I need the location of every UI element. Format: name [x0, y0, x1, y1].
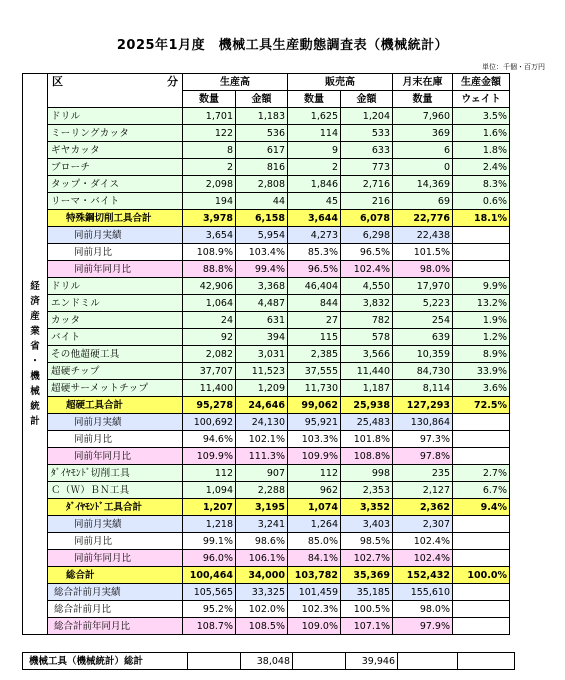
- table-row: [23, 261, 510, 278]
- cell-production-qty: 1,207: [183, 499, 236, 516]
- table-row: [23, 499, 510, 516]
- cell-weight: 100.0%: [453, 567, 510, 584]
- side-label-char: 計: [30, 416, 40, 427]
- cell-sales-amount: 35,369: [341, 567, 393, 584]
- cell-inventory-qty: 17,970: [393, 278, 453, 295]
- table-row: [23, 346, 510, 363]
- cell-production-qty: 11,400: [183, 380, 236, 397]
- cell-sales-qty: 115: [288, 329, 341, 346]
- cell-production-amount: 536: [236, 125, 288, 142]
- side-label-char: 省: [30, 341, 40, 352]
- cell-production-amount: 1,183: [236, 108, 288, 125]
- cell-sales-amount: 2,716: [341, 176, 393, 193]
- cell-sales-amount: 782: [341, 312, 393, 329]
- cell-inventory-qty: 639: [393, 329, 453, 346]
- side-label-char: ・: [30, 356, 40, 367]
- weight-group-header: 生産金額: [453, 74, 510, 91]
- cell-production-amount: 24,130: [236, 414, 288, 431]
- category-header: [48, 74, 183, 108]
- page-title: 2025年1月度 機械工具生産動態調査表（機械統計）: [116, 38, 449, 53]
- cell-inventory-qty: 10,359: [393, 346, 453, 363]
- row-label: 総合計: [48, 567, 183, 584]
- side-label-char: 機: [30, 371, 40, 382]
- row-label: ドリル: [48, 278, 183, 295]
- row-label: 同前月比: [48, 244, 183, 261]
- cell-inventory-qty: 6: [393, 142, 453, 159]
- cell-production-qty: 1,064: [183, 295, 236, 312]
- unit-note: 単位：千個・百万円: [482, 63, 545, 71]
- cell-inventory-qty: 22,776: [393, 210, 453, 227]
- cell-production-qty: 3,978: [183, 210, 236, 227]
- cell-weight: [453, 261, 510, 278]
- cell-weight: 1.8%: [453, 142, 510, 159]
- cell-sales-qty: 114: [288, 125, 341, 142]
- side-label-char: 統: [30, 401, 40, 412]
- cell-sales-qty: 1,625: [288, 108, 341, 125]
- cell-sales-qty: 109.9%: [288, 448, 341, 465]
- cell-sales-amount: 25,483: [341, 414, 393, 431]
- cell-sales-qty: 45: [288, 193, 341, 210]
- table-row: [23, 414, 510, 431]
- cell-sales-amount: 3,403: [341, 516, 393, 533]
- cell-sales-qty: 46,404: [288, 278, 341, 295]
- cell-weight: 8.3%: [453, 176, 510, 193]
- cell-sales-amount: 998: [341, 465, 393, 482]
- cell-production-qty: 37,707: [183, 363, 236, 380]
- cell-sales-qty: 102.3%: [288, 601, 341, 618]
- row-label: エンドミル: [48, 295, 183, 312]
- row-label: その他超硬工具: [48, 346, 183, 363]
- row-label: タップ・ダイス: [48, 176, 183, 193]
- cell-weight: [453, 448, 510, 465]
- cell-sales-amount: 6,078: [341, 210, 393, 227]
- cell-weight: 1.9%: [453, 312, 510, 329]
- cell-inventory-qty: 102.4%: [393, 533, 453, 550]
- cell-weight: 72.5%: [453, 397, 510, 414]
- cell-weight: 2.4%: [453, 159, 510, 176]
- row-label: カッタ: [48, 312, 183, 329]
- cell-inventory-qty: 97.3%: [393, 431, 453, 448]
- cell-production-amount: 4,487: [236, 295, 288, 312]
- cell-sales-amount: 533: [341, 125, 393, 142]
- cell-production-amount: 3,031: [236, 346, 288, 363]
- row-label: 同前月実績: [48, 227, 183, 244]
- cell-inventory-qty: 2,307: [393, 516, 453, 533]
- cell-production-amount: 2,288: [236, 482, 288, 499]
- row-label: ミーリングカッタ: [48, 125, 183, 142]
- cell-weight: 13.2%: [453, 295, 510, 312]
- cell-weight: [453, 550, 510, 567]
- table-row: [23, 601, 510, 618]
- table-row: [23, 295, 510, 312]
- cell-production-amount: 2,808: [236, 176, 288, 193]
- cell-inventory-qty: 97.9%: [393, 618, 453, 635]
- table-row: [23, 244, 510, 261]
- cell-production-qty: 108.9%: [183, 244, 236, 261]
- cell-production-amount: 106.1%: [236, 550, 288, 567]
- cell-production-amount: 98.6%: [236, 533, 288, 550]
- cell-sales-amount: 35,185: [341, 584, 393, 601]
- sales-amount-header: 金額: [341, 91, 393, 108]
- cell-sales-amount: 98.5%: [341, 533, 393, 550]
- cell-sales-amount: 108.8%: [341, 448, 393, 465]
- table-row: [23, 567, 510, 584]
- cell-weight: 9.4%: [453, 499, 510, 516]
- cell-inventory-qty: 5,223: [393, 295, 453, 312]
- cell-production-qty: 94.6%: [183, 431, 236, 448]
- cell-inventory-qty: 130,864: [393, 414, 453, 431]
- cell-sales-qty: 109.0%: [288, 618, 341, 635]
- cell-weight: 33.9%: [453, 363, 510, 380]
- table-row: [23, 397, 510, 414]
- cell-production-amount: 33,325: [236, 584, 288, 601]
- cell-sales-qty: 95,921: [288, 414, 341, 431]
- cell-production-qty: 2,098: [183, 176, 236, 193]
- table-row: [23, 516, 510, 533]
- inventory-qty-header: 数量: [393, 91, 453, 108]
- cell-inventory-qty: 98.0%: [393, 601, 453, 618]
- cell-production-qty: 109.9%: [183, 448, 236, 465]
- table-row: [23, 142, 510, 159]
- cell-production-amount: 816: [236, 159, 288, 176]
- cell-sales-amount: 96.5%: [341, 244, 393, 261]
- cell-weight: 9.9%: [453, 278, 510, 295]
- cell-sales-amount: 3,566: [341, 346, 393, 363]
- cell-inventory-qty: 235: [393, 465, 453, 482]
- side-label-char: 械: [30, 386, 40, 397]
- cell-sales-qty: 2: [288, 159, 341, 176]
- cell-production-amount: 102.1%: [236, 431, 288, 448]
- table-row: [23, 108, 510, 125]
- cell-sales-amount: 11,440: [341, 363, 393, 380]
- cell-sales-qty: 85.0%: [288, 533, 341, 550]
- cell-sales-qty: 96.5%: [288, 261, 341, 278]
- cell-production-qty: 8: [183, 142, 236, 159]
- cell-production-qty: 24: [183, 312, 236, 329]
- cell-sales-qty: 27: [288, 312, 341, 329]
- cell-sales-qty: 112: [288, 465, 341, 482]
- cell-production-qty: 194: [183, 193, 236, 210]
- grand-sales-amount: 39,946: [346, 653, 398, 670]
- cell-sales-qty: 962: [288, 482, 341, 499]
- cell-sales-qty: 99,062: [288, 397, 341, 414]
- production-header: 生産高: [183, 74, 288, 91]
- side-label-char: 業: [30, 326, 40, 337]
- row-label: 総合計前月比: [48, 601, 183, 618]
- row-label: Ｃ（Ｗ）ＢＮ工具: [48, 482, 183, 499]
- cell-weight: [453, 227, 510, 244]
- cell-inventory-qty: 369: [393, 125, 453, 142]
- cell-weight: 0.6%: [453, 193, 510, 210]
- cell-sales-qty: 1,846: [288, 176, 341, 193]
- cell-inventory-qty: 8,114: [393, 380, 453, 397]
- row-label: 特殊鋼切削工具合計: [48, 210, 183, 227]
- table-row: [23, 125, 510, 142]
- cell-sales-qty: 11,730: [288, 380, 341, 397]
- cell-production-amount: 102.0%: [236, 601, 288, 618]
- cell-inventory-qty: 2,362: [393, 499, 453, 516]
- cell-sales-amount: 101.8%: [341, 431, 393, 448]
- cell-inventory-qty: 22,438: [393, 227, 453, 244]
- cell-production-qty: 92: [183, 329, 236, 346]
- cell-sales-amount: 773: [341, 159, 393, 176]
- cell-sales-qty: 37,555: [288, 363, 341, 380]
- cell-sales-qty: 103,782: [288, 567, 341, 584]
- row-label: 同前月比: [48, 431, 183, 448]
- cell-sales-qty: 2,385: [288, 346, 341, 363]
- row-label: 同前年同月比: [48, 261, 183, 278]
- table-row: [23, 533, 510, 550]
- cell-production-qty: 2,082: [183, 346, 236, 363]
- cell-inventory-qty: 127,293: [393, 397, 453, 414]
- row-label: ブローチ: [48, 159, 183, 176]
- row-label: ギヤカッタ: [48, 142, 183, 159]
- cell-production-qty: 99.1%: [183, 533, 236, 550]
- cell-production-amount: 394: [236, 329, 288, 346]
- cell-sales-amount: 100.5%: [341, 601, 393, 618]
- cell-sales-amount: 578: [341, 329, 393, 346]
- cell-sales-amount: 216: [341, 193, 393, 210]
- table-row: [23, 465, 510, 482]
- inventory-header: 月末在庫: [393, 74, 453, 91]
- cell-inventory-qty: 0: [393, 159, 453, 176]
- row-label: ﾀﾞｲﾔﾓﾝﾄﾞ工具合計: [48, 499, 183, 516]
- row-label: 超硬工具合計: [48, 397, 183, 414]
- cell-production-amount: 6,158: [236, 210, 288, 227]
- cell-sales-amount: 4,550: [341, 278, 393, 295]
- cell-weight: 1.6%: [453, 125, 510, 142]
- side-label-char: 済: [30, 296, 40, 307]
- row-label: 超硬サーメットチップ: [48, 380, 183, 397]
- row-label: バイト: [48, 329, 183, 346]
- cell-weight: 2.7%: [453, 465, 510, 482]
- cell-sales-qty: 101,459: [288, 584, 341, 601]
- cell-sales-amount: 633: [341, 142, 393, 159]
- cell-production-amount: 103.4%: [236, 244, 288, 261]
- cell-sales-qty: 3,644: [288, 210, 341, 227]
- cell-production-amount: 34,000: [236, 567, 288, 584]
- cell-sales-qty: 85.3%: [288, 244, 341, 261]
- sales-qty-header: 数量: [288, 91, 341, 108]
- grand-production-amount: 38,048: [241, 653, 293, 670]
- cell-weight: 1.2%: [453, 329, 510, 346]
- cell-production-qty: 1,094: [183, 482, 236, 499]
- cell-production-qty: 95.2%: [183, 601, 236, 618]
- side-label-char: 経: [30, 281, 40, 292]
- row-label: 同前年同月比: [48, 550, 183, 567]
- cell-production-amount: 11,523: [236, 363, 288, 380]
- cell-sales-amount: 107.1%: [341, 618, 393, 635]
- cell-weight: 3.6%: [453, 380, 510, 397]
- cell-weight: 18.1%: [453, 210, 510, 227]
- table-row: [23, 210, 510, 227]
- cell-inventory-qty: 14,369: [393, 176, 453, 193]
- cell-sales-qty: 844: [288, 295, 341, 312]
- cell-inventory-qty: 84,730: [393, 363, 453, 380]
- cell-production-amount: 1,209: [236, 380, 288, 397]
- cell-weight: [453, 533, 510, 550]
- cell-production-amount: 3,195: [236, 499, 288, 516]
- cell-sales-amount: 1,187: [341, 380, 393, 397]
- row-label: 同前年同月比: [48, 448, 183, 465]
- row-label: ﾀﾞｲﾔﾓﾝﾄﾞ切削工具: [48, 465, 183, 482]
- cell-inventory-qty: 155,610: [393, 584, 453, 601]
- cell-weight: 8.9%: [453, 346, 510, 363]
- header-row-1: [23, 74, 510, 91]
- cell-sales-amount: 102.4%: [341, 261, 393, 278]
- cell-production-amount: 99.4%: [236, 261, 288, 278]
- cell-sales-amount: 6,298: [341, 227, 393, 244]
- cell-weight: [453, 618, 510, 635]
- cell-inventory-qty: 97.8%: [393, 448, 453, 465]
- cell-sales-amount: 25,938: [341, 397, 393, 414]
- statistics-table: [22, 73, 510, 635]
- cell-inventory-qty: 101.5%: [393, 244, 453, 261]
- cell-inventory-qty: 2,127: [393, 482, 453, 499]
- cell-production-qty: 105,565: [183, 584, 236, 601]
- cell-inventory-qty: 98.0%: [393, 261, 453, 278]
- production-amount-header: 金額: [236, 91, 288, 108]
- cell-inventory-qty: 69: [393, 193, 453, 210]
- cell-inventory-qty: 7,960: [393, 108, 453, 125]
- cell-production-qty: 100,464: [183, 567, 236, 584]
- cell-production-amount: 24,646: [236, 397, 288, 414]
- cell-sales-amount: 3,832: [341, 295, 393, 312]
- table-row: [23, 193, 510, 210]
- cell-production-amount: 44: [236, 193, 288, 210]
- table-row: [23, 482, 510, 499]
- table-row: [23, 618, 510, 635]
- cell-inventory-qty: 152,432: [393, 567, 453, 584]
- cell-sales-amount: 2,353: [341, 482, 393, 499]
- cell-weight: [453, 431, 510, 448]
- cell-sales-qty: 4,273: [288, 227, 341, 244]
- table-row: [23, 363, 510, 380]
- cell-production-amount: 111.3%: [236, 448, 288, 465]
- cell-inventory-qty: 102.4%: [393, 550, 453, 567]
- cell-production-qty: 42,906: [183, 278, 236, 295]
- table-row: [23, 312, 510, 329]
- cell-sales-amount: 3,352: [341, 499, 393, 516]
- cell-production-qty: 108.7%: [183, 618, 236, 635]
- cell-production-qty: 1,218: [183, 516, 236, 533]
- cell-production-amount: 108.5%: [236, 618, 288, 635]
- cell-weight: [453, 601, 510, 618]
- cell-inventory-qty: 254: [393, 312, 453, 329]
- cell-weight: [453, 584, 510, 601]
- header-ku: 区: [52, 75, 63, 88]
- side-label-char: 産: [30, 311, 40, 322]
- table-row: [23, 227, 510, 244]
- row-label: 総合計前月実績: [48, 584, 183, 601]
- cell-production-qty: 100,692: [183, 414, 236, 431]
- cell-weight: 6.7%: [453, 482, 510, 499]
- cell-weight: [453, 414, 510, 431]
- table-row: [23, 159, 510, 176]
- header-bun: 分: [167, 75, 178, 88]
- weight-header: ウェイト: [453, 91, 510, 108]
- table-row: [23, 278, 510, 295]
- row-label: リーマ・バイト: [48, 193, 183, 210]
- row-label: ドリル: [48, 108, 183, 125]
- row-label: 超硬チップ: [48, 363, 183, 380]
- cell-production-qty: 96.0%: [183, 550, 236, 567]
- table-row: [23, 380, 510, 397]
- row-label: 同前月実績: [48, 516, 183, 533]
- table-row: [23, 584, 510, 601]
- cell-weight: [453, 516, 510, 533]
- side-label: [23, 74, 48, 635]
- cell-sales-amount: 102.7%: [341, 550, 393, 567]
- table-row: [23, 329, 510, 346]
- row-label: 総合計前年同月比: [48, 618, 183, 635]
- cell-sales-qty: 84.1%: [288, 550, 341, 567]
- grand-total-label: 機械工具（機械統計）総計: [23, 653, 188, 670]
- cell-production-amount: 3,368: [236, 278, 288, 295]
- cell-production-amount: 617: [236, 142, 288, 159]
- production-qty-header: 数量: [183, 91, 236, 108]
- cell-sales-qty: 1,074: [288, 499, 341, 516]
- grand-total-table: [22, 652, 515, 670]
- row-label: 同前月実績: [48, 414, 183, 431]
- cell-production-qty: 95,278: [183, 397, 236, 414]
- cell-sales-amount: 1,204: [341, 108, 393, 125]
- table-row: [23, 176, 510, 193]
- cell-production-qty: 122: [183, 125, 236, 142]
- cell-weight: 3.5%: [453, 108, 510, 125]
- sales-header: 販売高: [288, 74, 393, 91]
- cell-production-qty: 3,654: [183, 227, 236, 244]
- table-row: [23, 431, 510, 448]
- cell-production-qty: 2: [183, 159, 236, 176]
- cell-production-qty: 1,701: [183, 108, 236, 125]
- cell-production-qty: 88.8%: [183, 261, 236, 278]
- cell-production-amount: 5,954: [236, 227, 288, 244]
- grand-total-row: [23, 653, 515, 670]
- table-row: [23, 550, 510, 567]
- table-row: [23, 448, 510, 465]
- cell-sales-qty: 103.3%: [288, 431, 341, 448]
- row-label: 同前月比: [48, 533, 183, 550]
- cell-production-amount: 907: [236, 465, 288, 482]
- cell-weight: [453, 244, 510, 261]
- cell-sales-qty: 9: [288, 142, 341, 159]
- cell-production-amount: 3,241: [236, 516, 288, 533]
- cell-sales-qty: 1,264: [288, 516, 341, 533]
- cell-production-qty: 112: [183, 465, 236, 482]
- cell-production-amount: 631: [236, 312, 288, 329]
